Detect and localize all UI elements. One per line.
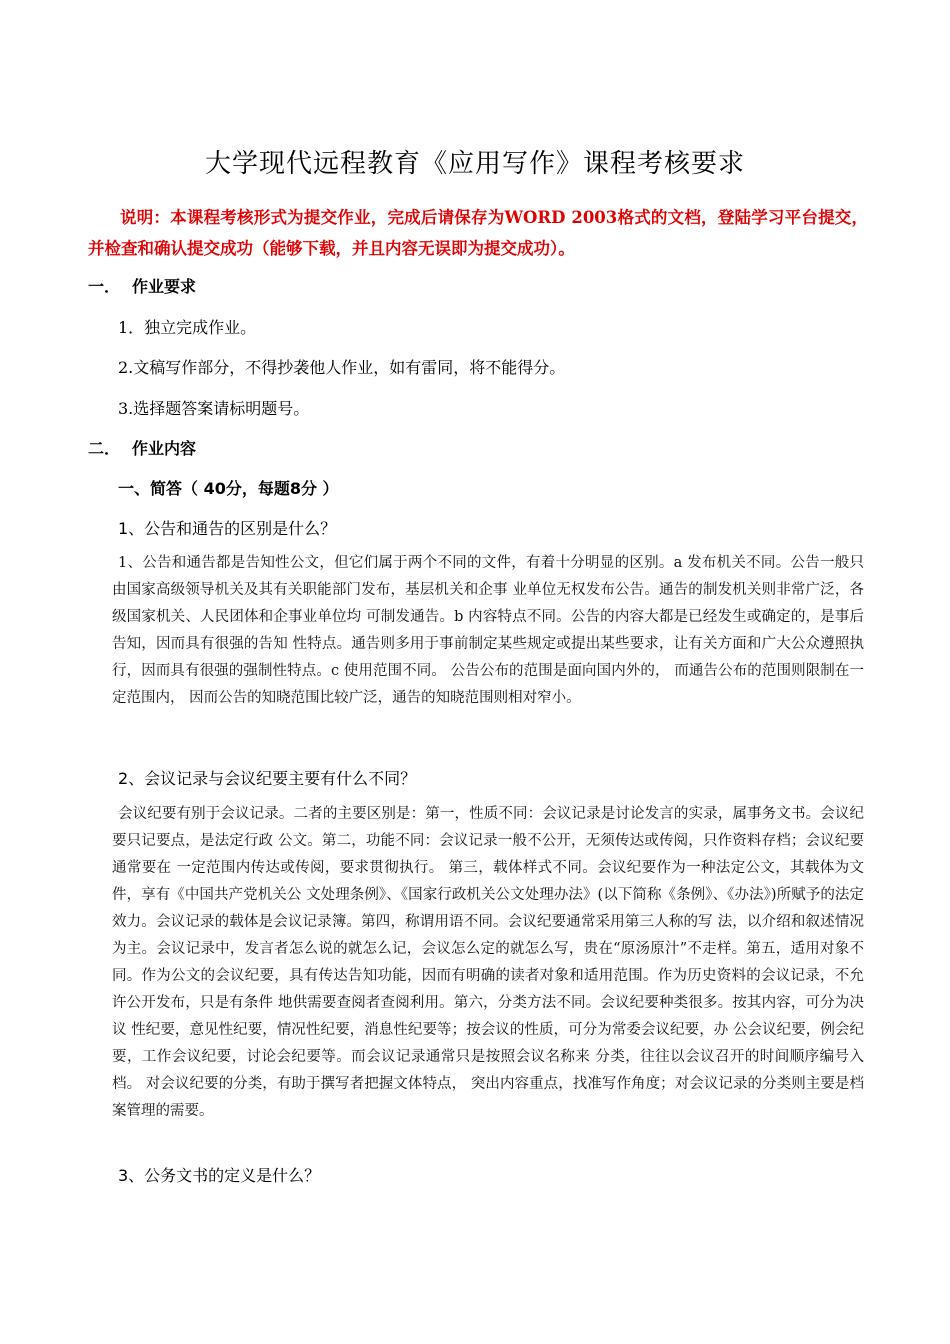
section-number: 一．	[88, 277, 121, 296]
question-1: 1、公告和通告的区别是什么？	[118, 519, 337, 538]
answer-1: 1、公告和通告都是告知性公文，但它们属于两个不同的文件，有着十分明显的区别。a 发布机关不同。公告一般只由国家高级领导机关及其有关职能部门发布，基层机关和企事 业单位无权发布公告。通告的制发机关则非常广泛，各级国家机关、人民团体和企事业单位均 可制发通告。b 内容特点不同。公告的内容大都是已经发生或确定的，是事后告知，因而具有很强的告知 性特点。通告则多用于事前制定某些规定或提出某些要求，让有关方面和广大公众遵照执行，因而具有很强的强制性特点。c 使用范围不同。 公告公布的范围是面向国内外的， 而通告公布的范围则限制在一定范围内， 因而公告的知晓范围比较广泛，通告的知晓范围则相对窄小。	[112, 555, 864, 706]
section-heading-content	[88, 436, 196, 459]
question-2: 2、会议记录与会议纪要主要有什么不同？	[118, 769, 417, 788]
section-number: 二．	[88, 439, 121, 458]
section-title: 作业内容	[132, 439, 197, 458]
requirement-item-2: 2.文稿写作部分，不得抄袭他人作业，如有雷同，将不能得分。	[118, 358, 566, 377]
requirement-item-3: 3.选择题答案请标明题号。	[118, 399, 310, 418]
submission-notice: 说明：本课程考核形式为提交作业，完成后请保存为WORD 2003格式的文档，登陆学习平台提交，并检查和确认提交成功（能够下载，并且内容无误即为提交成功）。	[88, 208, 868, 258]
part-heading-short-answer: 一、简答（ 40分，每题8分 ）	[118, 479, 339, 498]
section-heading-requirements	[88, 274, 196, 297]
answer-2: 会议纪要有别于会议记录。二者的主要区别是：第一，性质不同：会议记录是讨论发言的实录，属事务文书。会议纪要只记要点，是法定行政 公文。第二，功能不同：会议记录一般不公开，无须传达或传阅，只作资料存档；会议纪要通常要在 一定范围内传达或传阅，要求贯彻执行。 第三，载体样式不同。会议纪要作为一种法定公文，其载体为文件，享有《中国共产党机关公 文处理条例》、《国家行政机关公文处理办法》(以下简称《条例》、《办法》)所赋予的法定 效力。会议记录的载体是会议记录簿。第四，称谓用语不同。会议纪要通常采用第三人称的写 法，以介绍和叙述情况为主。会议记录中，发言者怎么说的就怎么记，会议怎么定的就怎么写，贵在“原汤原汁”不走样。第五，适用对象不同。作为公文的会议纪要，具有传达告知功能，因而有明确的读者对象和适用范围。作为历史资料的会议记录，不允许公开发布，只是有条件 地供需要查阅者查阅利用。第六，分类方法不同。会议纪要种类很多。按其内容，可分为决议 性纪要，意见性纪要，情况性纪要，消息性纪要等；按会议的性质，可分为常委会议纪要，办 公会议纪要，例会纪要，工作会议纪要，讨论会纪要等。而会议记录通常只是按照会议名称来 分类，往往以会议召开的时间顺序编号入档。 对会议纪要的分类，有助于撰写者把握文体特点， 突出内容重点，找准写作角度；对会议记录的分类则主要是档案管理的需要。	[112, 806, 864, 1119]
question-3: 3、公务文书的定义是什么？	[118, 1166, 321, 1185]
section-title: 作业要求	[132, 277, 197, 296]
requirement-item-1: 1．独立完成作业。	[118, 318, 257, 337]
document-title: 大学现代远程教育《应用写作》课程考核要求	[204, 149, 745, 179]
